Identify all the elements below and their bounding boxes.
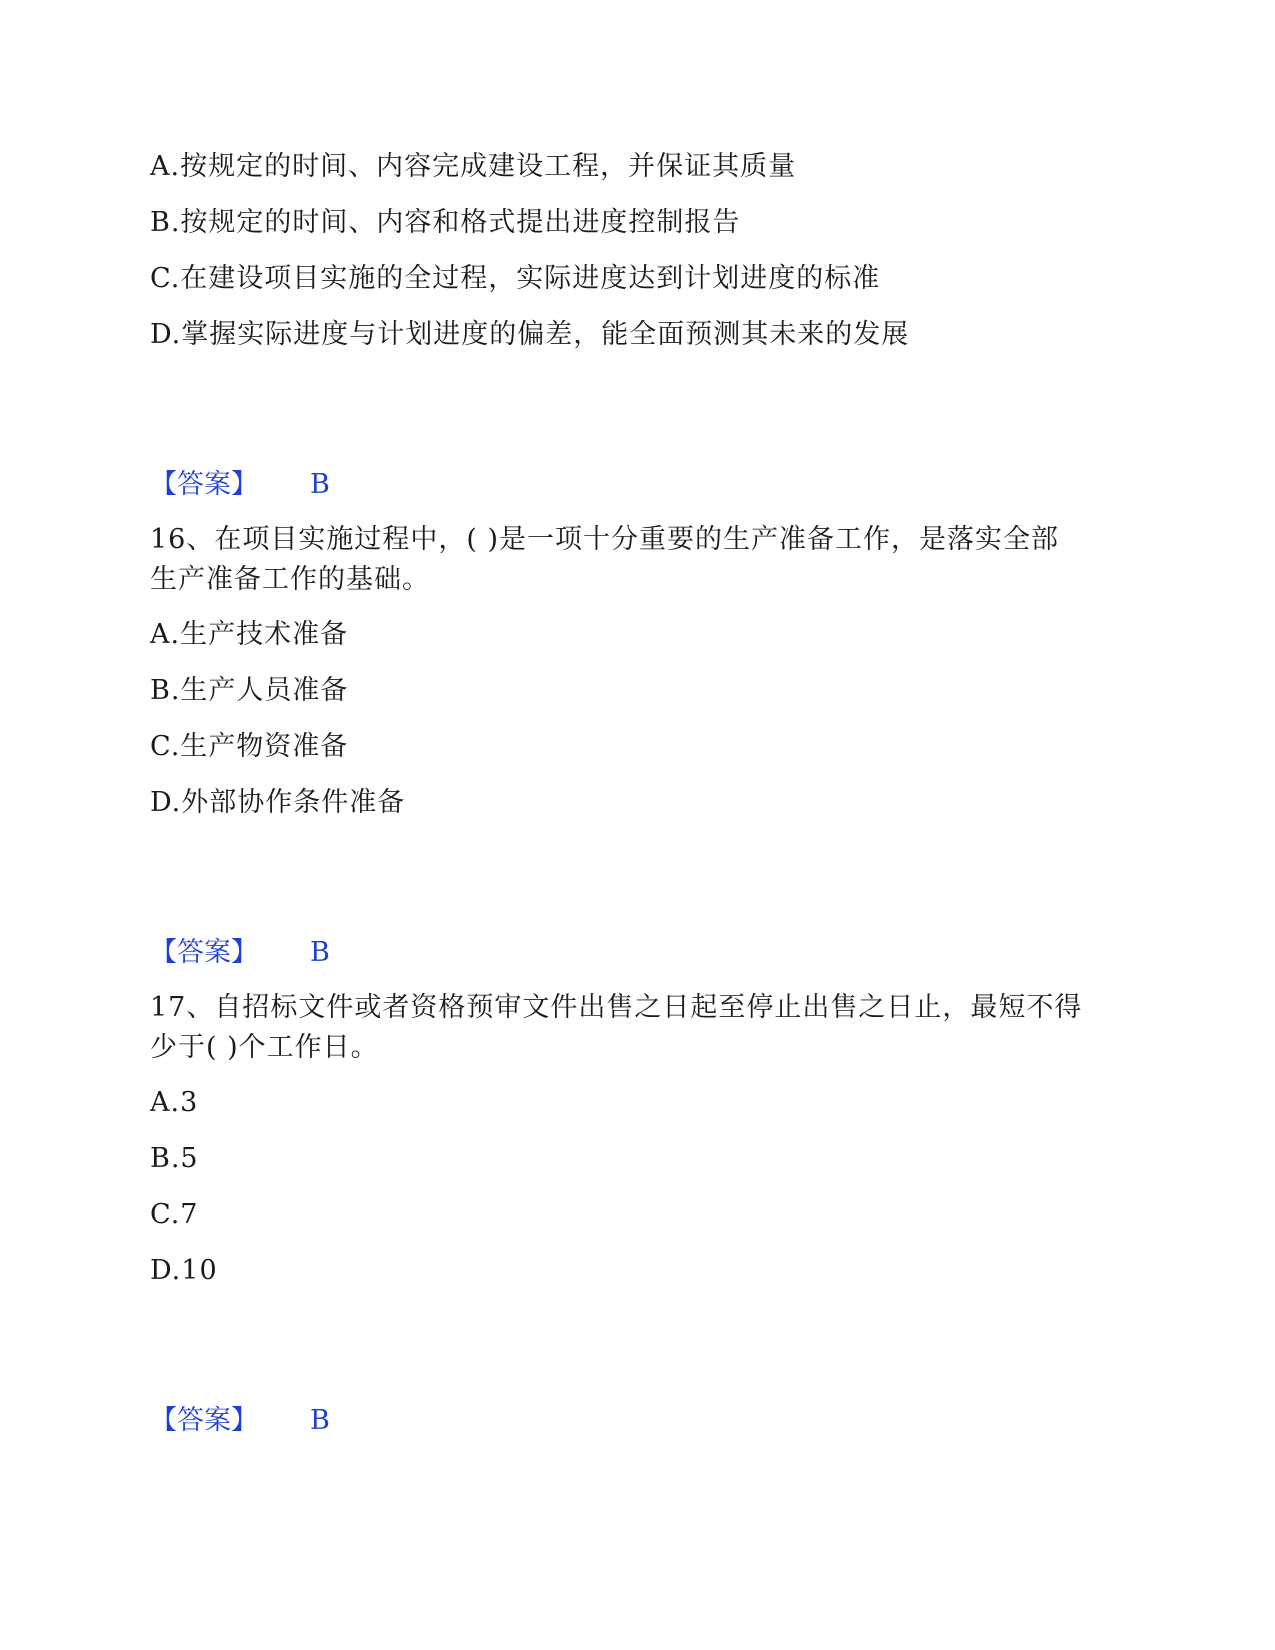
- q17-option-c: C.7: [150, 1199, 199, 1230]
- q17-stem-line1: 17、自招标文件或者资格预审文件出售之日起至停止出售之日止，最短不得: [150, 992, 1083, 1023]
- q17-stem-line2: 少于( )个工作日。: [150, 1032, 379, 1063]
- q15-option-d: D.掌握实际进度与计划进度的偏差，能全面预测其未来的发展: [150, 319, 910, 350]
- q16-option-d: D.外部协作条件准备: [150, 787, 406, 818]
- q17-answer: [150, 1404, 330, 1438]
- q16-option-c: C.生产物资准备: [150, 731, 349, 762]
- q15-option-b: B.按规定的时间、内容和格式提出进度控制报告: [150, 207, 741, 238]
- q17-option-b: B.5: [150, 1143, 199, 1174]
- q16-option-a: A.生产技术准备: [150, 619, 349, 650]
- q16-stem-line1: 16、在项目实施过程中，( )是一项十分重要的生产准备工作，是落实全部: [150, 524, 1060, 555]
- q15-answer-value: B: [310, 469, 330, 500]
- q16-answer: [150, 936, 330, 970]
- q15-answer-label: 【答案】: [150, 469, 258, 500]
- q15-option-c: C.在建设项目实施的全过程，实际进度达到计划进度的标准: [150, 263, 881, 294]
- q17-option-d: D.10: [150, 1255, 218, 1286]
- q15-option-a: A.按规定的时间、内容完成建设工程，并保证其质量: [150, 151, 797, 182]
- q16-stem-line2: 生产准备工作的基础。: [150, 564, 430, 595]
- q17-option-a: A.3: [150, 1087, 199, 1118]
- q17-answer-label: 【答案】: [150, 1405, 258, 1436]
- q17-answer-value: B: [310, 1405, 330, 1436]
- q16-answer-label: 【答案】: [150, 937, 258, 968]
- q16-answer-value: B: [310, 937, 330, 968]
- q15-answer: [150, 468, 330, 502]
- q16-option-b: B.生产人员准备: [150, 675, 349, 706]
